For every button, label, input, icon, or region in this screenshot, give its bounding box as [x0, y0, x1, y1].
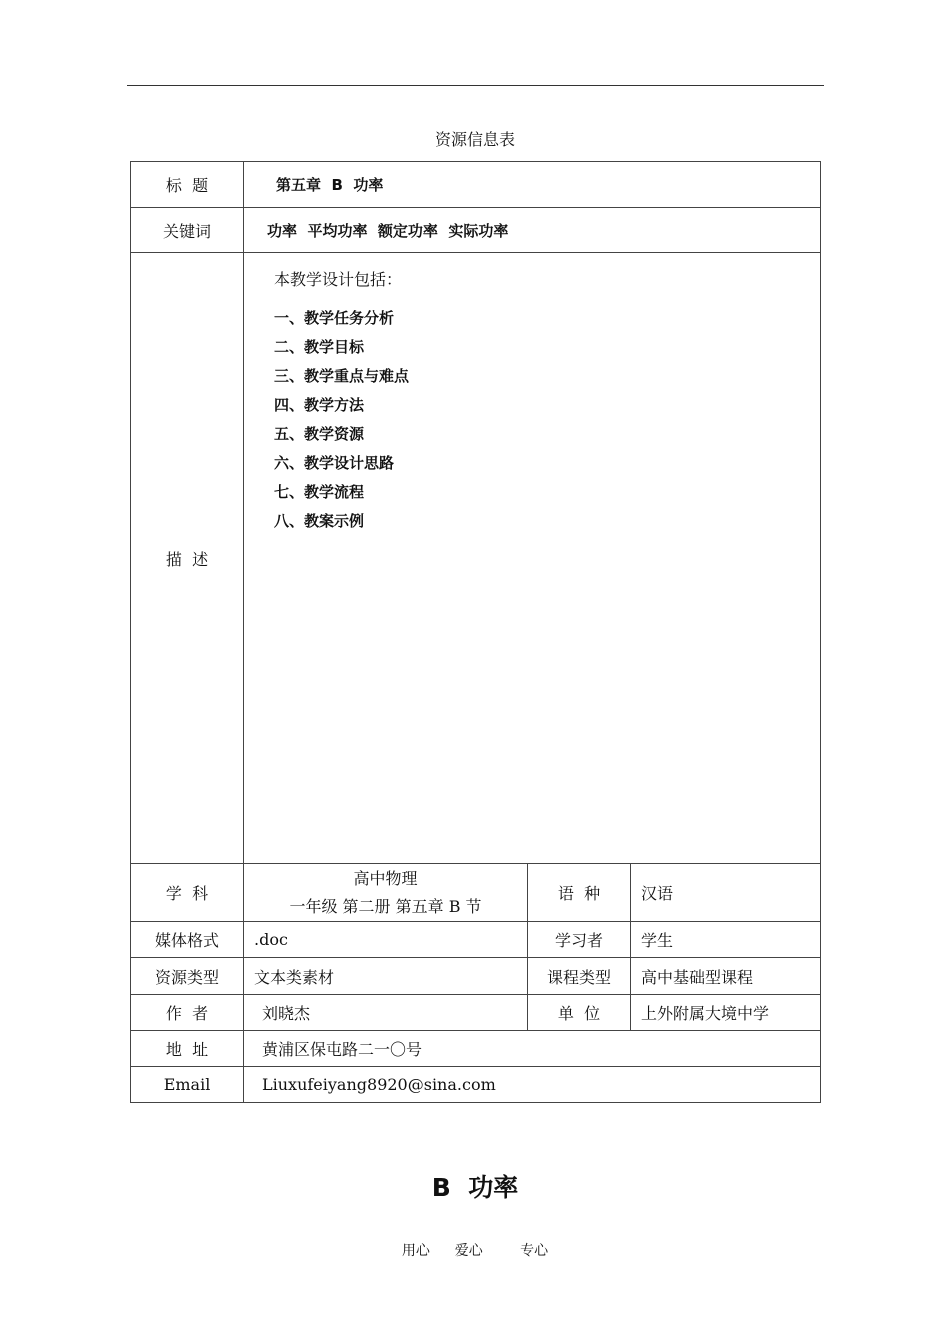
table-row	[131, 162, 821, 208]
header-rule	[127, 85, 824, 86]
page-title: 资源信息表	[434, 130, 515, 149]
email-value: Liuxufeiyang8920@sina.com	[244, 1067, 821, 1103]
learner-label: 学习者	[528, 922, 631, 958]
table-row	[131, 864, 821, 922]
address-label: 地 址	[131, 1031, 244, 1067]
table-row	[131, 1031, 821, 1067]
subject-line: 一年级 第二册 第五章 B 节	[289, 896, 482, 916]
list-item: 七、教学流程	[274, 483, 365, 501]
keywords-value: 功率 平均功率 额定功率 实际功率	[244, 208, 821, 253]
table-row	[131, 1067, 821, 1103]
list-item: 八、教案示例	[274, 512, 365, 530]
subject-value	[244, 864, 528, 922]
media-label: 媒体格式	[131, 922, 244, 958]
table-row	[131, 958, 821, 995]
list-item: 一、教学任务分析	[274, 309, 395, 327]
address-value: 黄浦区保屯路二一〇号	[244, 1031, 821, 1067]
media-value: .doc	[244, 922, 528, 958]
keywords-label: 关键词	[131, 208, 244, 253]
subject-label: 学 科	[131, 864, 244, 922]
title-value: 第五章 B 功率	[244, 162, 821, 208]
description-label: 描 述	[131, 253, 244, 864]
description-cell	[244, 253, 821, 864]
list-item: 五、教学资源	[274, 425, 365, 443]
resource-info-table	[130, 161, 821, 1103]
unit-label: 单 位	[528, 995, 631, 1031]
table-row	[131, 995, 821, 1031]
list-item: 六、教学设计思路	[274, 454, 395, 472]
course-type-value: 高中基础型课程	[631, 958, 821, 995]
table-row	[131, 208, 821, 253]
section-heading: B 功率	[431, 1173, 519, 1202]
description-list	[274, 308, 820, 540]
email-label: Email	[131, 1067, 244, 1103]
resource-type-value: 文本类素材	[244, 958, 528, 995]
list-item: 二、教学目标	[274, 338, 365, 356]
subject-line: 高中物理	[353, 868, 418, 888]
description-intro: 本教学设计包括：	[274, 270, 403, 289]
resource-type-label: 资源类型	[131, 958, 244, 995]
page-footer: 用心 爱心 专心	[401, 1243, 549, 1259]
list-item: 四、教学方法	[274, 396, 365, 414]
learner-value: 学生	[631, 922, 821, 958]
title-label: 标 题	[131, 162, 244, 208]
language-label: 语 种	[528, 864, 631, 922]
author-value: 刘晓杰	[244, 995, 528, 1031]
table-row	[131, 253, 821, 864]
course-type-label: 课程类型	[528, 958, 631, 995]
table-row	[131, 922, 821, 958]
author-label: 作 者	[131, 995, 244, 1031]
unit-value: 上外附属大境中学	[631, 995, 821, 1031]
list-item: 三、教学重点与难点	[274, 367, 410, 385]
language-value: 汉语	[631, 864, 821, 922]
